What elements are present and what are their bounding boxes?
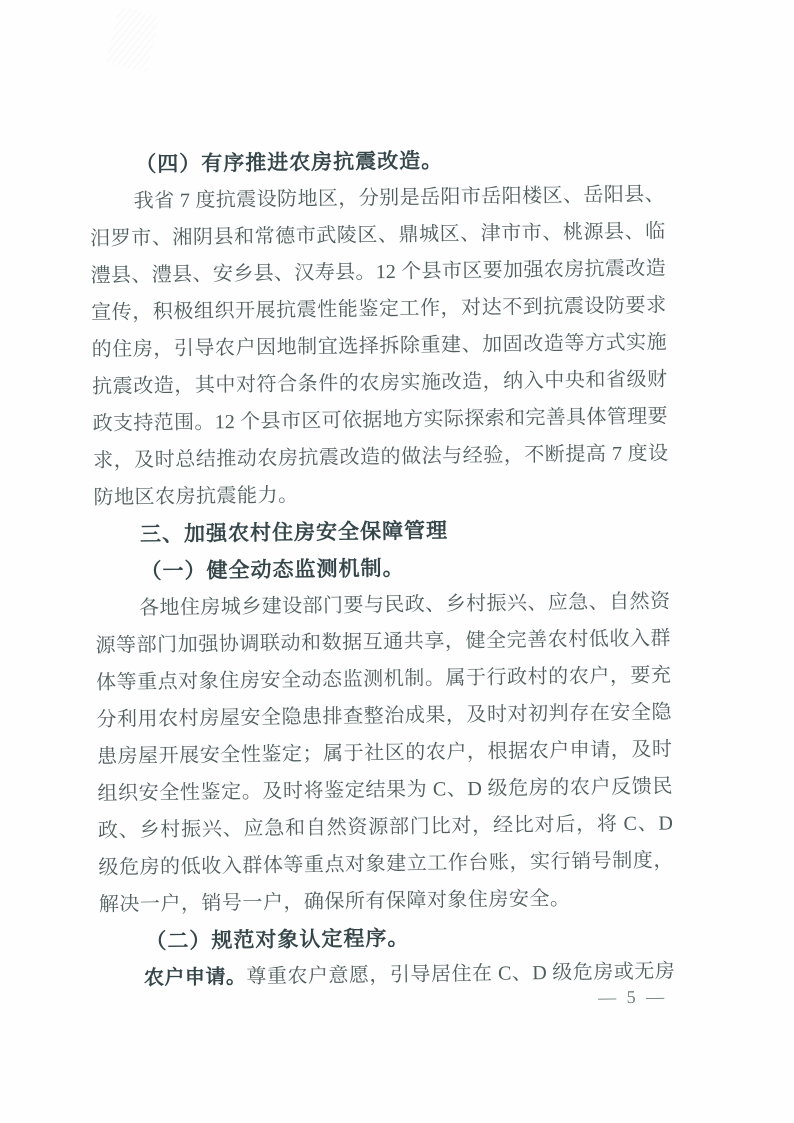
paragraph-line: 澧县、澧县、安乡县、汉寿县。12 个县市区要加强农房抗震改造 [90, 257, 666, 287]
paragraph-line: 政、乡村振兴、应急和自然资源部门比对，经比对后，将 C、D [97, 812, 674, 842]
paragraph-line: 的住房，引导农户因地制宜选择拆除重建、加固改造等方式实施 [91, 331, 667, 361]
document-body [89, 139, 675, 1008]
page-number: — 5 — [598, 986, 668, 1008]
paragraph-line: 解决一户，销号一户，确保所有保障对象住房安全。 [98, 887, 571, 916]
paragraph-line: 体等重点对象住房安全动态监测机制。属于行政村的农户，要充 [95, 664, 672, 694]
section-heading: （一）健全动态监测机制。 [140, 555, 405, 584]
paragraph-line: 宣传，积极组织开展抗震性能鉴定工作，对达不到抗震设防要求 [91, 294, 667, 324]
paragraph-line: 汨罗市、湘阴县和常德市武陵区、鼎城区、津市市、桃源县、临 [90, 220, 666, 250]
paragraph-line: 防地区农房抗震能力。 [93, 484, 299, 509]
paragraph-line: 各地住房城乡建设部门要与民政、乡村振兴、应急、自然资 [138, 590, 671, 620]
section-heading: （二）规范对象认定程序。 [145, 925, 410, 954]
section-heading: （四）有序推进农房抗震改造。 [135, 148, 444, 177]
paragraph-line: 求，及时总结推动农房抗震改造的做法与经验，不断提高 7 度设 [92, 442, 669, 472]
paragraph-line: 级危房的低收入群体等重点对象建立工作台账，实行销号制度， [98, 849, 674, 879]
chapter-heading: 三、加强农村住房安全保障管理 [139, 519, 449, 547]
paragraph-line: 政支持范围。12 个县市区可依据地方实际探索和完善具体管理要 [92, 405, 668, 435]
bold-lead: 农户申请。 [143, 966, 247, 990]
paragraph-line: 患房屋开展安全性鉴定；属于社区的农户，根据农户申请，及时 [96, 738, 673, 768]
scan-artifact-smudge [106, 6, 161, 72]
paragraph-text: 尊重农户意愿，引导居住在 C、D 级危房或无房 [246, 960, 675, 989]
paragraph-line: 源等部门加强协调联动和数据互通共享，健全完善农村低收入群 [95, 627, 671, 657]
paragraph-line: 抗震改造，其中对符合条件的农房实施改造，纳入中央和省级财 [91, 368, 668, 398]
paragraph-line: 分利用农村房屋安全隐患排查整治成果，及时对初判存在安全隐 [96, 701, 672, 731]
paragraph-line: 组织安全性鉴定。及时将鉴定结果为 C、D 级危房的农户反馈民 [97, 775, 673, 805]
paragraph-line: 我省 7 度抗震设防地区，分别是岳阳市岳阳楼区、岳阳县、 [133, 183, 665, 213]
paragraph-line [100, 953, 675, 998]
